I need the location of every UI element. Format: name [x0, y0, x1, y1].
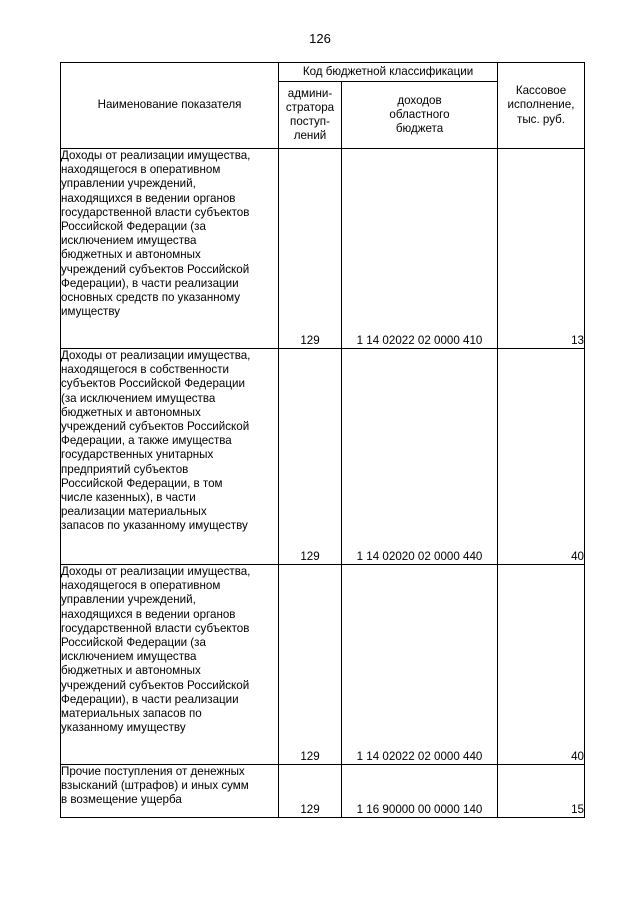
header-budget-classification-code: Код бюджетной классификации	[279, 63, 498, 82]
header-admin-code	[279, 82, 342, 149]
row-indicator-name	[61, 765, 279, 818]
name-line: государственной власти субъектов	[61, 621, 250, 635]
name-line: бюджетных и автономных	[61, 248, 201, 262]
name-line: исключением имущества	[61, 234, 197, 248]
header-income-code	[342, 82, 498, 149]
name-line: бюджетных и автономных	[61, 664, 201, 678]
name-line: Доходы от реализации имущества,	[61, 565, 251, 578]
header-income-line: областного	[389, 107, 450, 121]
row-indicator-name	[61, 565, 279, 765]
name-line: имуществу	[61, 305, 121, 319]
name-line: запасов по указанному имуществу	[61, 519, 248, 533]
header-income-line: доходов	[397, 93, 442, 107]
name-line: учреждений субъектов Российской	[61, 420, 250, 434]
row-admin-code: 129	[279, 765, 342, 818]
name-line: Российской Федерации, в том	[61, 476, 223, 490]
header-admin-line: стратора	[285, 100, 335, 114]
row-income-code: 1 14 02020 02 0000 440	[342, 349, 498, 565]
name-line: материальных запасов по	[61, 707, 202, 721]
name-line: Доходы от реализации имущества,	[61, 149, 251, 162]
name-line: предприятий субъектов	[61, 462, 189, 476]
header-income-line: бюджета	[395, 122, 444, 136]
table-row	[61, 565, 585, 765]
name-line: Российской Федерации (за	[61, 636, 206, 650]
name-line: государственных унитарных	[61, 448, 214, 462]
header-admin-line: лений	[293, 129, 327, 143]
header-admin-line: админи-	[287, 86, 333, 100]
header-indicator-name: Наименование показателя	[61, 63, 279, 149]
row-indicator-name	[61, 149, 279, 349]
name-line: находящегося в собственности	[61, 363, 230, 377]
name-line: государственной власти субъектов	[61, 205, 250, 219]
name-line: основных средств по указанному	[61, 291, 241, 305]
name-line: взысканий (штрафов) и иных сумм	[61, 779, 249, 793]
name-line: Федерации), в части реализации	[61, 692, 239, 706]
row-income-code: 1 14 02022 02 0000 440	[342, 565, 498, 765]
name-line: управлении учреждений,	[61, 177, 196, 191]
name-line: Федерации), в части реализации	[61, 276, 239, 290]
name-line: реализации материальных	[61, 505, 207, 519]
row-amount: 40	[498, 565, 585, 765]
name-line: Прочие поступления от денежных	[61, 765, 245, 778]
name-line: в возмещение ущерба	[61, 793, 182, 807]
name-line: учреждений субъектов Российской	[61, 678, 250, 692]
name-line: Федерации, а также имущества	[61, 434, 232, 448]
row-admin-code: 129	[279, 149, 342, 349]
row-income-code: 1 16 90000 00 0000 140	[342, 765, 498, 818]
name-line: Российской Федерации (за	[61, 220, 206, 234]
header-cash-execution	[498, 63, 585, 149]
row-indicator-name	[61, 349, 279, 565]
row-admin-code: 129	[279, 565, 342, 765]
name-line: находящегося в оперативном	[61, 163, 221, 177]
name-line: находящихся в ведении органов	[61, 191, 236, 205]
row-admin-code: 129	[279, 349, 342, 565]
budget-income-table	[60, 62, 585, 818]
row-amount: 13	[498, 149, 585, 349]
name-line: Доходы от реализации имущества,	[61, 349, 251, 362]
name-line: (за исключением имущества	[61, 391, 216, 405]
header-admin-line: поступ-	[290, 115, 330, 128]
table-row	[61, 149, 585, 349]
table-row	[61, 349, 585, 565]
page-number: 126	[309, 31, 331, 46]
name-line: числе казенных), в части	[61, 491, 196, 505]
row-amount: 15	[498, 765, 585, 818]
name-line: находящегося в оперативном	[61, 579, 221, 593]
name-line: бюджетных и автономных	[61, 405, 201, 419]
name-line: субъектов Российской Федерации	[61, 377, 245, 391]
name-line: указанному имуществу	[61, 721, 186, 735]
header-cash-line: тыс. руб.	[517, 112, 566, 126]
header-cash-line: Кассовое	[515, 84, 567, 98]
name-line: управлении учреждений,	[61, 593, 196, 607]
name-line: учреждений субъектов Российской	[61, 262, 250, 276]
name-line: исключением имущества	[61, 650, 197, 664]
row-income-code: 1 14 02022 02 0000 410	[342, 149, 498, 349]
header-cash-line: исполнение,	[507, 98, 575, 112]
name-line: находящихся в ведении органов	[61, 607, 236, 621]
table-row	[61, 765, 585, 818]
row-amount: 40	[498, 349, 585, 565]
